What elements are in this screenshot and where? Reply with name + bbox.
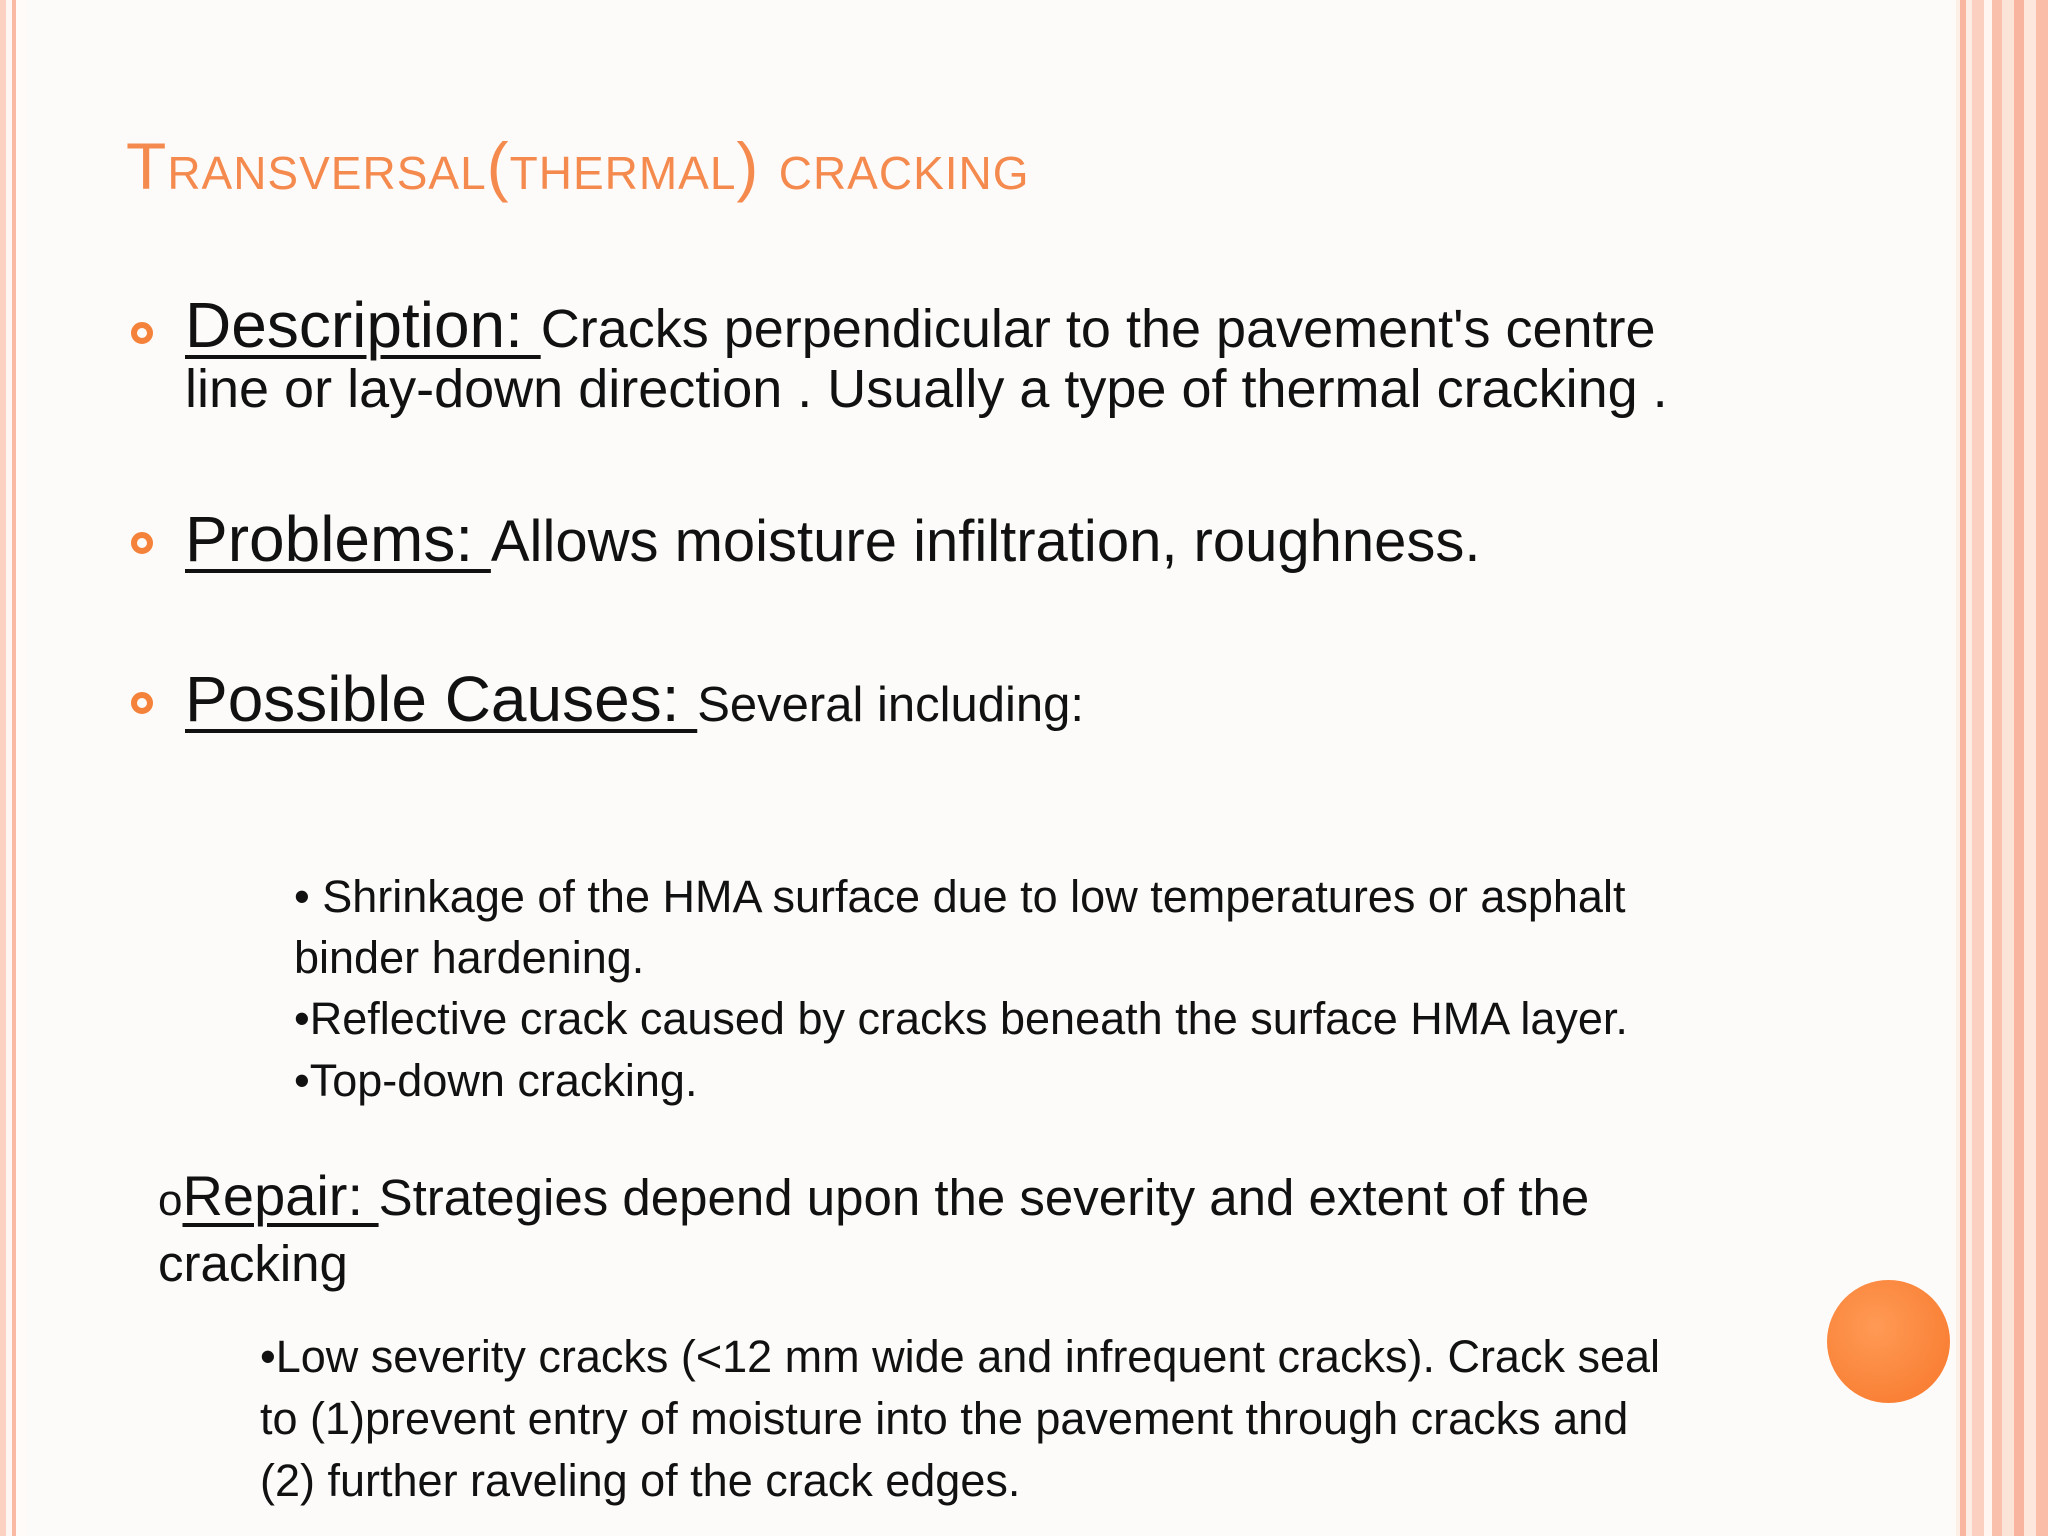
description-line2: line or lay-down direction . Usually a type of thermal cracking . bbox=[185, 359, 1668, 419]
bullet-ring-icon bbox=[131, 532, 153, 554]
description-heading: Description: bbox=[185, 289, 541, 361]
causes-text: Several including: bbox=[697, 678, 1085, 732]
decorative-circle bbox=[1827, 1280, 1950, 1403]
problems-block bbox=[185, 503, 1481, 586]
repair-marker: o bbox=[158, 1176, 183, 1225]
problems-heading: Problems: bbox=[185, 503, 491, 575]
cause-line: • Shrinkage of the HMA surface due to low temperatures or asphalt bbox=[294, 871, 1626, 922]
slide-title: Transversal(thermal) cracking bbox=[126, 129, 1030, 203]
causes-block bbox=[185, 663, 1085, 746]
bullet-ring-icon bbox=[131, 692, 153, 714]
repair-item-line: (2) further raveling of the crack edges. bbox=[260, 1455, 1021, 1506]
problems-text: Allows moisture infiltration, roughness. bbox=[490, 509, 1481, 574]
left-border-decoration bbox=[0, 0, 26, 1536]
cause-line: •Reflective crack caused by cracks beneath the surface HMA layer. bbox=[294, 993, 1628, 1044]
repair-heading: Repair: bbox=[182, 1164, 379, 1227]
bullet-ring-icon bbox=[131, 322, 153, 344]
repair-item-line: to (1)prevent entry of moisture into the pavement through cracks and bbox=[260, 1393, 1629, 1444]
repair-line2: cracking bbox=[158, 1235, 348, 1292]
cause-line: •Top-down cracking. bbox=[294, 1055, 698, 1106]
causes-heading: Possible Causes: bbox=[185, 663, 698, 735]
repair-line1: Strategies depend upon the severity and extent of the bbox=[378, 1169, 1590, 1226]
description-line1: Cracks perpendicular to the pavement's centre bbox=[540, 299, 1656, 359]
repair-item-line: •Low severity cracks (<12 mm wide and infrequent cracks). Crack seal bbox=[260, 1331, 1661, 1382]
cause-line: binder hardening. bbox=[294, 932, 645, 983]
right-border-decoration bbox=[1956, 0, 2048, 1536]
repair-block bbox=[158, 1164, 1589, 1243]
